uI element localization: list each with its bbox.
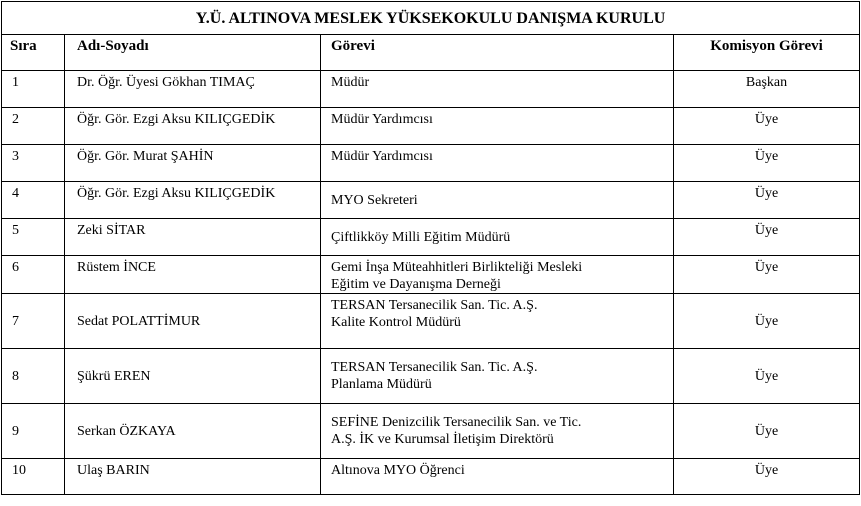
cell-komisyon: Üye	[674, 459, 860, 495]
gorev-line: SEFİNE Denizcilik Tersanecilik San. ve Tic.	[331, 415, 582, 430]
cell-gorev	[321, 459, 674, 495]
advisory-board-table	[1, 1, 860, 495]
header-sira: Sıra	[2, 35, 65, 71]
table-row	[2, 404, 860, 459]
cell-komisyon: Üye	[674, 349, 860, 404]
cell-sira: 3	[2, 145, 65, 182]
gorev-line: Müdür	[331, 75, 370, 90]
cell-gorev	[321, 182, 674, 219]
cell-sira: 2	[2, 108, 65, 145]
cell-sira: 1	[2, 71, 65, 108]
cell-ad: Öğr. Gör. Ezgi Aksu KILIÇGEDİK	[65, 108, 321, 145]
gorev-line-2: Eğitim ve Dayanışma Derneği	[331, 277, 501, 292]
cell-gorev	[321, 349, 674, 404]
table-row	[2, 219, 860, 256]
gorev-line-2: Planlama Müdürü	[331, 377, 432, 392]
cell-komisyon: Üye	[674, 256, 860, 294]
cell-gorev	[321, 219, 674, 256]
gorev-line: Müdür Yardımcısı	[331, 149, 433, 164]
table-row	[2, 459, 860, 495]
cell-ad: Dr. Öğr. Üyesi Gökhan TIMAÇ	[65, 71, 321, 108]
cell-sira: 9	[2, 404, 65, 459]
title-row	[2, 2, 860, 35]
cell-ad: Öğr. Gör. Ezgi Aksu KILIÇGEDİK	[65, 182, 321, 219]
cell-gorev	[321, 294, 674, 349]
gorev-line: Altınova MYO Öğrenci	[331, 463, 465, 478]
gorev-line: TERSAN Tersanecilik San. Tic. A.Ş.	[331, 298, 538, 313]
gorev-line: TERSAN Tersanecilik San. Tic. A.Ş.	[331, 360, 538, 375]
cell-gorev	[321, 145, 674, 182]
cell-komisyon: Üye	[674, 182, 860, 219]
table-row	[2, 182, 860, 219]
cell-komisyon: Üye	[674, 145, 860, 182]
cell-sira: 8	[2, 349, 65, 404]
cell-komisyon: Üye	[674, 219, 860, 256]
header-row	[2, 35, 860, 71]
table-title: Y.Ü. ALTINOVA MESLEK YÜKSEKOKULU DANIŞMA KURULU	[2, 2, 860, 35]
cell-sira: 5	[2, 219, 65, 256]
gorev-line: Çiftlikköy Milli Eğitim Müdürü	[331, 230, 511, 245]
cell-komisyon: Üye	[674, 404, 860, 459]
cell-ad: Şükrü EREN	[65, 349, 321, 404]
header-komisyon: Komisyon Görevi	[674, 35, 860, 71]
gorev-line: Gemi İnşa Müteahhitleri Birlikteliği Mesleki	[331, 260, 583, 275]
cell-gorev	[321, 108, 674, 145]
cell-ad: Zeki SİTAR	[65, 219, 321, 256]
cell-gorev	[321, 404, 674, 459]
cell-ad: Sedat POLATTİMUR	[65, 294, 321, 349]
cell-sira: 4	[2, 182, 65, 219]
table-row	[2, 294, 860, 349]
cell-gorev	[321, 256, 674, 294]
gorev-line-2: A.Ş. İK ve Kurumsal İletişim Direktörü	[331, 432, 554, 447]
cell-ad: Öğr. Gör. Murat ŞAHİN	[65, 145, 321, 182]
gorev-line: MYO Sekreteri	[331, 193, 418, 208]
cell-sira: 10	[2, 459, 65, 495]
header-ad-soyad: Adı-Soyadı	[65, 35, 321, 71]
cell-komisyon: Üye	[674, 108, 860, 145]
cell-sira: 6	[2, 256, 65, 294]
gorev-line-2: Kalite Kontrol Müdürü	[331, 315, 461, 330]
cell-sira: 7	[2, 294, 65, 349]
table-row	[2, 71, 860, 108]
cell-komisyon: Üye	[674, 294, 860, 349]
cell-ad: Ulaş BARIN	[65, 459, 321, 495]
cell-gorev	[321, 71, 674, 108]
table-row	[2, 349, 860, 404]
table-row	[2, 145, 860, 182]
cell-ad: Serkan ÖZKAYA	[65, 404, 321, 459]
table-row	[2, 256, 860, 294]
header-gorevi: Görevi	[321, 35, 674, 71]
gorev-line: Müdür Yardımcısı	[331, 112, 433, 127]
table-row	[2, 108, 860, 145]
cell-komisyon: Başkan	[674, 71, 860, 108]
cell-ad: Rüstem İNCE	[65, 256, 321, 294]
